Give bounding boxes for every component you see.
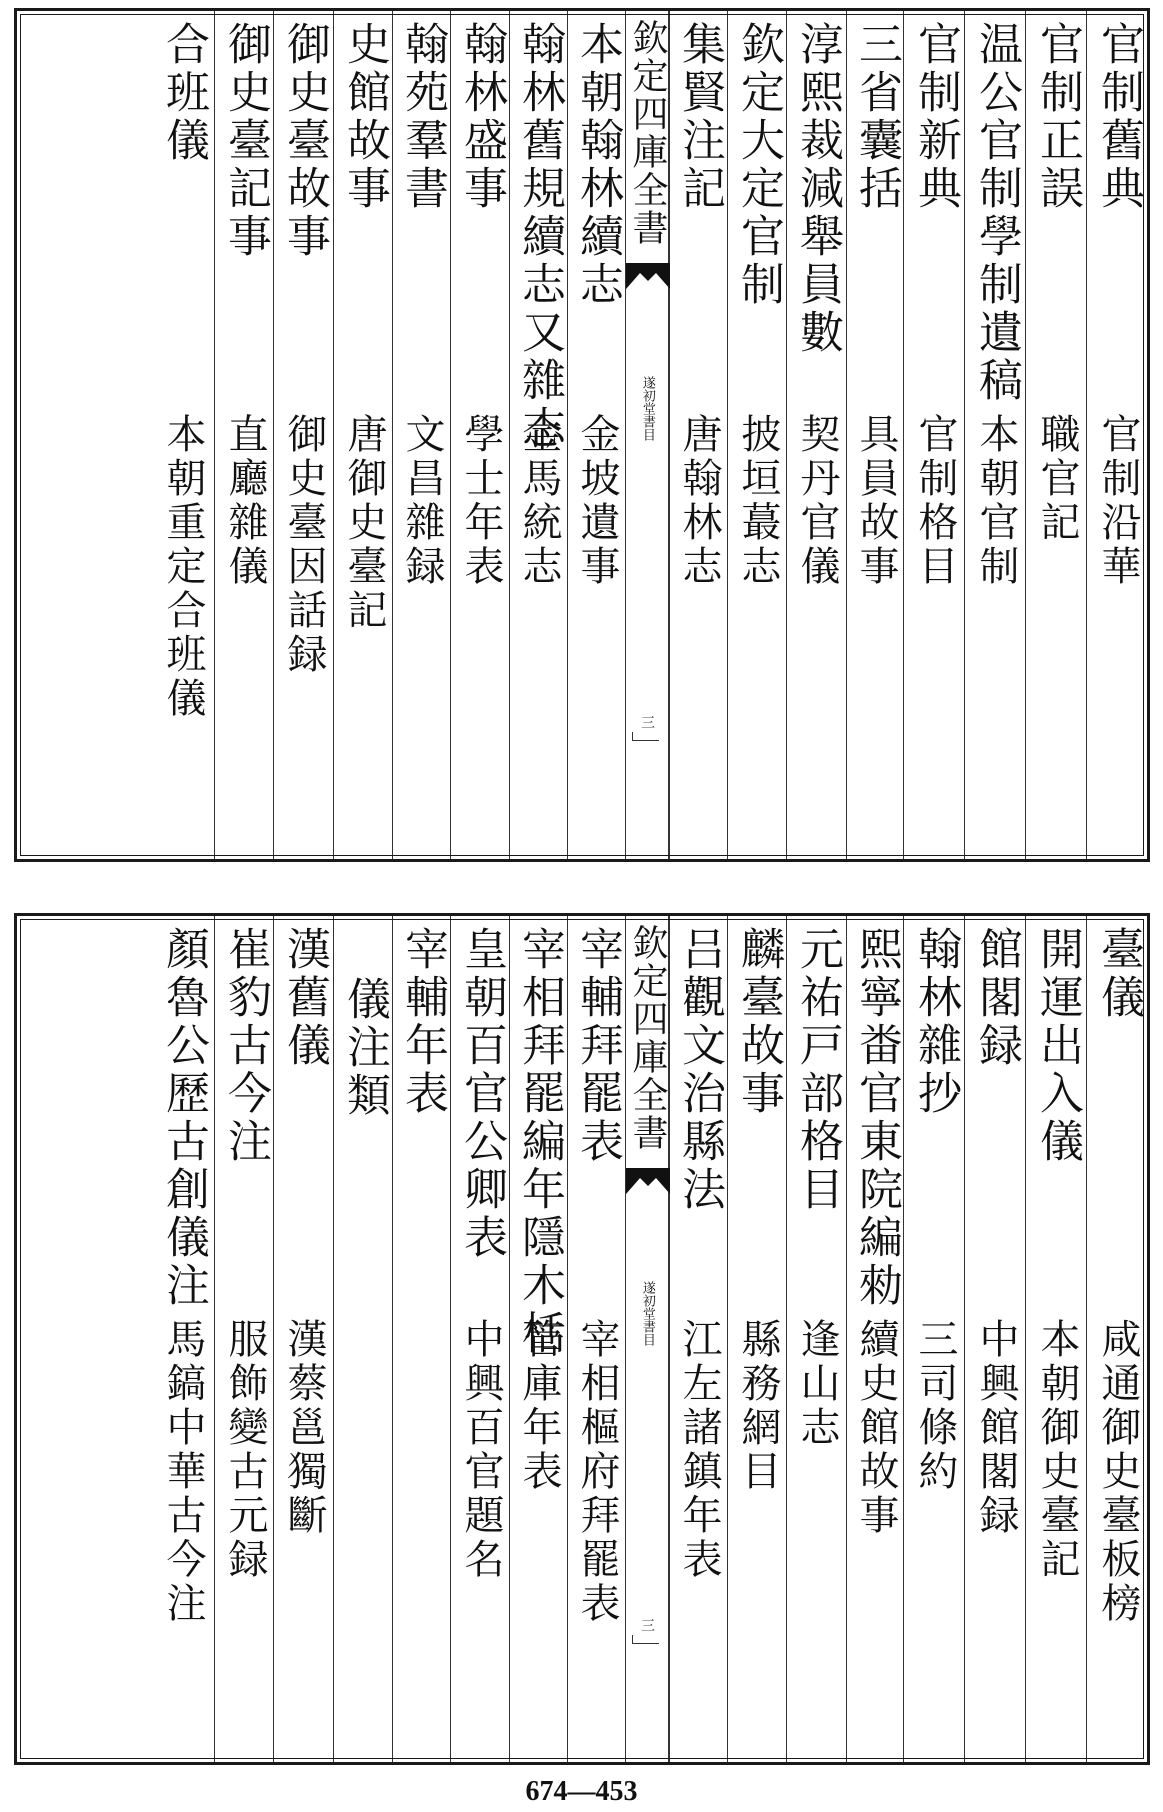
book-title: 宰輔年表 bbox=[397, 926, 448, 1118]
book-title: 熙寧畨官東院編勑 bbox=[851, 926, 902, 1310]
bottom-text-column bbox=[846, 916, 903, 1762]
book-title: 淳熙裁減舉員數 bbox=[792, 21, 843, 357]
book-title: 翰苑羣書 bbox=[397, 21, 448, 213]
top-text-column bbox=[392, 11, 450, 859]
book-title-secondary: 金馬統志 bbox=[516, 413, 562, 589]
top-page-frame bbox=[14, 8, 1150, 862]
top-text-column bbox=[214, 11, 273, 859]
book-title-secondary: 金坡遺事 bbox=[574, 413, 620, 589]
book-title-secondary: 御史臺因話録 bbox=[281, 413, 327, 677]
book-title-secondary: 服飾變古元録 bbox=[222, 1318, 268, 1582]
book-title: 翰林雜抄 bbox=[910, 926, 961, 1118]
book-title: 欽定大定官制 bbox=[733, 21, 784, 309]
book-title-secondary: 中興百官題名 bbox=[458, 1318, 504, 1582]
fish-tail-mark-icon bbox=[626, 1168, 670, 1194]
book-title-secondary: 披垣蕞志 bbox=[735, 413, 781, 589]
top-text-column bbox=[669, 11, 727, 859]
bottom-center-spine bbox=[625, 916, 669, 1762]
top-text-column bbox=[273, 11, 333, 859]
book-title-secondary: 馬鎬中華古今注 bbox=[160, 1318, 206, 1626]
book-title: 麟臺故事 bbox=[733, 926, 784, 1118]
book-title-secondary: 本朝官制 bbox=[973, 413, 1019, 589]
bottom-text-column bbox=[567, 916, 625, 1762]
book-title-secondary: 官制沿華 bbox=[1095, 413, 1141, 589]
top-text-column bbox=[1025, 11, 1086, 859]
top-text-column bbox=[450, 11, 509, 859]
spine-leaf-number: 三 bbox=[639, 1618, 655, 1632]
book-title-secondary: 唐御史臺記 bbox=[341, 413, 387, 633]
book-title-secondary: 縣務網目 bbox=[735, 1318, 781, 1494]
bottom-text-column bbox=[509, 916, 567, 1762]
book-title: 官制新典 bbox=[910, 21, 961, 213]
top-text-column bbox=[1086, 11, 1147, 859]
bottom-text-column bbox=[727, 916, 786, 1762]
book-title: 臺儀 bbox=[1093, 926, 1144, 1022]
top-text-column bbox=[903, 11, 964, 859]
spine-book-title: 遂初堂書目 bbox=[639, 1281, 655, 1346]
book-title-secondary: 咸通御史臺板榜 bbox=[1095, 1318, 1141, 1626]
book-title-secondary: 續史館故事 bbox=[853, 1318, 899, 1538]
bottom-text-column bbox=[1025, 916, 1086, 1762]
book-title: 顏魯公歷古創儀注 bbox=[158, 926, 209, 1310]
top-text-column bbox=[727, 11, 786, 859]
top-text-column bbox=[509, 11, 567, 859]
book-title: 漢舊儀 bbox=[279, 926, 330, 1070]
book-title-secondary: 宰相樞府拜罷表 bbox=[574, 1318, 620, 1626]
book-title-secondary: 逢山志 bbox=[794, 1318, 840, 1450]
bottom-text-column bbox=[786, 916, 846, 1762]
spine-bracket-mark bbox=[632, 1635, 659, 1644]
spine-book-title: 遂初堂書目 bbox=[639, 376, 655, 441]
book-title: 宰輔拜罷表 bbox=[572, 926, 623, 1166]
bottom-text-column bbox=[333, 916, 392, 1762]
bottom-text-column bbox=[152, 916, 214, 1762]
book-title: 三省囊括 bbox=[851, 21, 902, 213]
bottom-text-column bbox=[1086, 916, 1147, 1762]
book-title: 御史臺故事 bbox=[279, 21, 330, 261]
spine-title: 欽定四庫全書 bbox=[627, 19, 668, 247]
book-title: 御史臺記事 bbox=[220, 21, 271, 261]
book-title: 官制舊典 bbox=[1093, 21, 1144, 213]
spine-bracket-mark bbox=[632, 732, 659, 741]
top-text-column bbox=[786, 11, 846, 859]
book-title: 史館故事 bbox=[339, 21, 390, 213]
book-title: 吕觀文治縣法 bbox=[674, 926, 725, 1214]
bottom-text-column bbox=[392, 916, 450, 1762]
book-title-secondary: 學士年表 bbox=[458, 413, 504, 589]
fish-tail-mark-icon bbox=[626, 263, 670, 289]
book-title-secondary: 職官記 bbox=[1034, 413, 1080, 545]
book-title-secondary: 文昌雜録 bbox=[399, 413, 445, 589]
bottom-text-column bbox=[214, 916, 273, 1762]
book-title: 崔豹古今注 bbox=[220, 926, 271, 1166]
bottom-text-column bbox=[273, 916, 333, 1762]
spine-leaf-number: 三 bbox=[639, 715, 655, 729]
bottom-text-column bbox=[903, 916, 964, 1762]
spine-title: 欽定四庫全書 bbox=[627, 924, 668, 1152]
bottom-text-column bbox=[450, 916, 509, 1762]
book-title: 元祐戸部格目 bbox=[792, 926, 843, 1214]
book-title-secondary: 三司條約 bbox=[912, 1318, 958, 1494]
book-title-secondary: 漢蔡邕獨斷 bbox=[281, 1318, 327, 1538]
bottom-page-frame bbox=[14, 913, 1150, 1765]
book-title-secondary: 契丹官儀 bbox=[794, 413, 840, 589]
book-title-secondary: 管庫年表 bbox=[516, 1318, 562, 1494]
top-center-spine bbox=[625, 11, 669, 859]
book-title: 翰林盛事 bbox=[456, 21, 507, 213]
book-title: 官制正誤 bbox=[1032, 21, 1083, 213]
top-text-column bbox=[846, 11, 903, 859]
top-text-column bbox=[152, 11, 214, 859]
top-text-column bbox=[333, 11, 392, 859]
book-title-secondary: 唐翰林志 bbox=[676, 413, 722, 589]
book-title: 合班儀 bbox=[158, 21, 209, 165]
book-title: 温公官制學制遺稿 bbox=[971, 21, 1022, 405]
book-title-secondary: 直廳雜儀 bbox=[222, 413, 268, 589]
bottom-text-column bbox=[964, 916, 1025, 1762]
book-title: 翰林舊規續志又雜志 bbox=[514, 21, 565, 453]
page-number: 674—453 bbox=[525, 1776, 638, 1807]
book-title-secondary: 官制格目 bbox=[912, 413, 958, 589]
book-title: 館閣録 bbox=[971, 926, 1022, 1070]
top-text-column bbox=[964, 11, 1025, 859]
book-title-secondary: 本朝重定合班儀 bbox=[160, 413, 206, 721]
book-title: 儀注類 bbox=[339, 976, 390, 1120]
book-title-secondary: 江左諸鎮年表 bbox=[676, 1318, 722, 1582]
book-title-secondary: 本朝御史臺記 bbox=[1034, 1318, 1080, 1582]
book-title: 開運出入儀 bbox=[1032, 926, 1083, 1166]
book-title: 宰相拜罷編年隱木栝 bbox=[514, 926, 565, 1358]
book-title: 本朝翰林續志 bbox=[572, 21, 623, 309]
bottom-text-column bbox=[669, 916, 727, 1762]
book-title-secondary: 中興館閣録 bbox=[973, 1318, 1019, 1538]
book-title-secondary: 具員故事 bbox=[853, 413, 899, 589]
top-text-column bbox=[567, 11, 625, 859]
book-title: 集賢注記 bbox=[674, 21, 725, 213]
book-title: 皇朝百官公卿表 bbox=[456, 926, 507, 1262]
